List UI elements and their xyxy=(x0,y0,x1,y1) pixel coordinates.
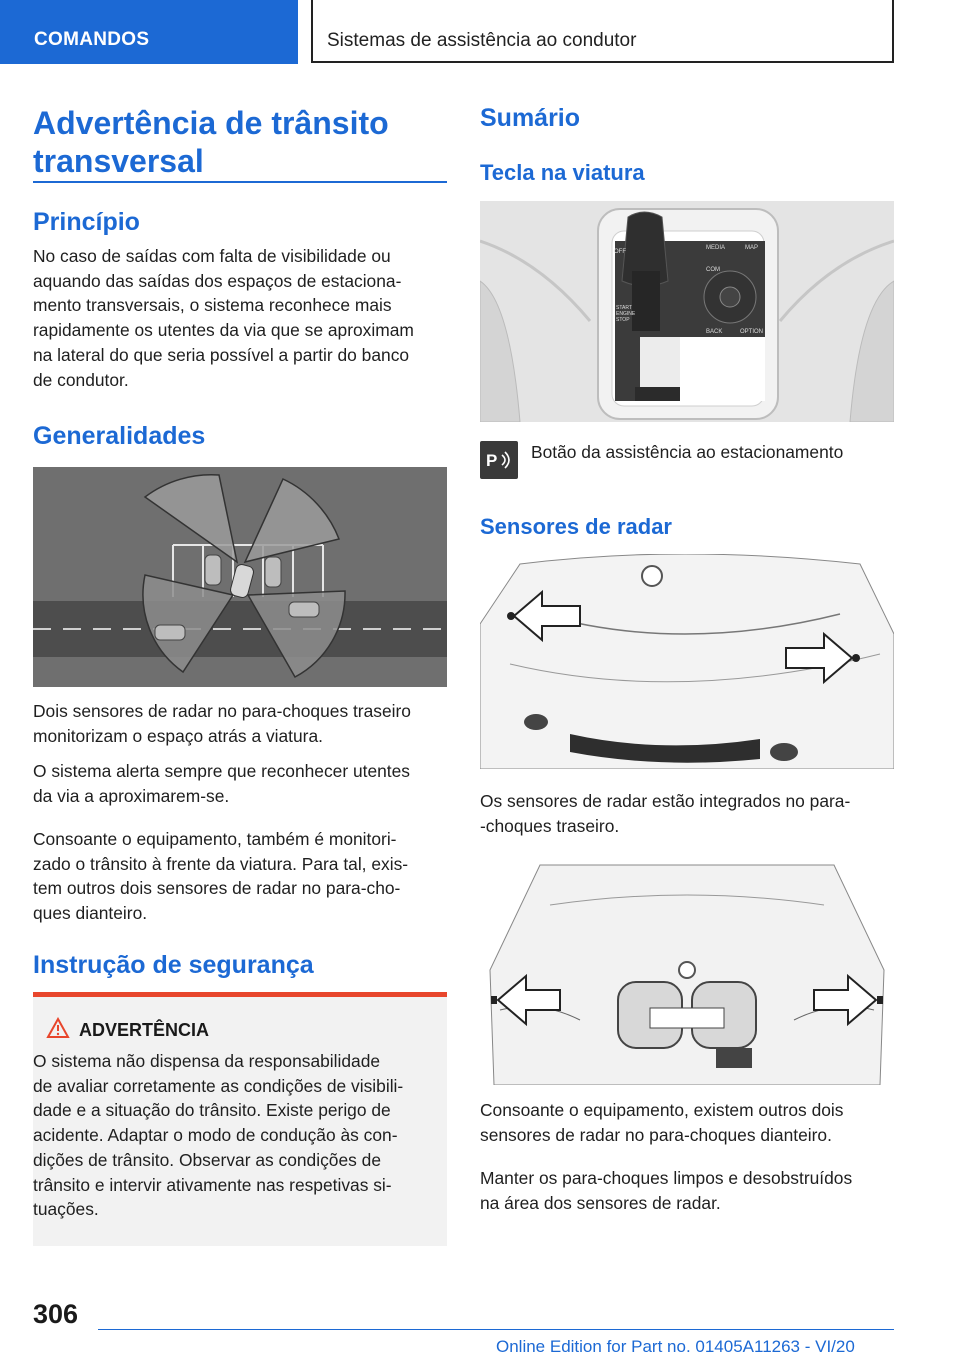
text-line: dade e a situação do trânsito. Existe perigo de xyxy=(33,1100,391,1121)
rear-bumper-illustration xyxy=(480,554,894,769)
text-line: monitorizam o espaço atrás a viatura. xyxy=(33,725,323,746)
generalidades-p3 xyxy=(33,827,453,926)
header-chapter-label: Sistemas de assistência ao condutor xyxy=(327,30,637,51)
text-line: ENGINE xyxy=(616,311,636,317)
text-line: O sistema alerta sempre que reconhecer utentes xyxy=(33,761,410,781)
console-back-label: BACK xyxy=(706,329,723,335)
generalidades-p2 xyxy=(33,759,453,808)
heading-sensores: Sensores de radar xyxy=(480,514,672,539)
warning-triangle-icon xyxy=(46,1017,70,1039)
console-map-label: MAP xyxy=(745,245,759,251)
text-line: na lateral do que seria possível a partir do banco xyxy=(33,344,410,365)
page-title-line1: Advertência de trânsito xyxy=(33,105,389,141)
text-line: aquando das saídas dos espaços de estaciona- xyxy=(33,270,402,291)
text-line: rapidamente os utentes da via que se aproximam xyxy=(33,320,414,341)
text-line: tem outros dois sensores de radar no para-cho- xyxy=(33,878,401,899)
cross-traffic-illustration xyxy=(33,467,447,687)
text-line: Os sensores de radar estão integrados no para- xyxy=(480,791,851,811)
footer-edition: Online Edition for Part no. 01405A11263 - VI/20 xyxy=(496,1337,855,1356)
console-media-label: MEDIA xyxy=(706,245,726,251)
heading-sumario: Sumário xyxy=(480,104,581,132)
principio-paragraph xyxy=(33,244,453,392)
heading-generalidades: Generalidades xyxy=(33,422,206,450)
text-line: na área dos sensores de radar. xyxy=(480,1192,721,1213)
page-title-line2: transversal xyxy=(33,143,204,179)
warning-text xyxy=(33,1049,447,1222)
warning-title: ADVERTÊNCIA xyxy=(79,1020,210,1040)
console-off-label: OFF xyxy=(614,249,626,255)
text-line: acidente. Adaptar o modo de condução às con- xyxy=(33,1125,398,1146)
text-line: sensores de radar no para-choques dianteiro. xyxy=(480,1124,832,1145)
text-line: tuações. xyxy=(33,1199,99,1220)
text-line: No caso de saídas com falta de visibilidade ou xyxy=(33,246,391,266)
cross-traffic-svg xyxy=(33,467,447,687)
console-start-stop-label xyxy=(616,305,635,323)
front-p1 xyxy=(480,1098,900,1147)
text-line: zado o trânsito à frente da viatura. Para tal, exis- xyxy=(33,853,409,874)
console-option-label: OPTION xyxy=(740,329,764,335)
console-illustration xyxy=(480,201,894,422)
header-section-label: COMANDOS xyxy=(34,29,150,50)
footer-rule xyxy=(98,1329,894,1330)
text-line: de condutor. xyxy=(33,369,129,390)
svg-text:P: P xyxy=(486,451,498,470)
warning-bar xyxy=(33,992,447,997)
text-line: O sistema não dispensa da responsabilidade xyxy=(33,1051,381,1071)
header-section-tab xyxy=(0,0,298,64)
text-line: mento transversais, o sistema reconhece mais xyxy=(33,295,392,316)
heading-tecla: Tecla na viatura xyxy=(480,160,645,185)
heading-principio: Princípio xyxy=(33,208,140,236)
text-line: Consoante o equipamento, existem outros dois xyxy=(480,1100,844,1120)
front-p2 xyxy=(480,1166,900,1215)
text-line: START xyxy=(616,305,632,311)
text-line: Consoante o equipamento, também é monitori- xyxy=(33,829,397,849)
text-line: da via a aproximarem-se. xyxy=(33,785,230,806)
text-line: STOP xyxy=(616,317,630,323)
text-line: de avaliar corretamente as condições de visibili- xyxy=(33,1075,404,1096)
generalidades-p1 xyxy=(33,699,453,748)
console-com-label: COM xyxy=(706,267,720,273)
text-line: Manter os para-choques limpos e desobstruídos xyxy=(480,1168,853,1188)
text-line: ques dianteiro. xyxy=(33,903,148,924)
header-chapter-box xyxy=(311,0,894,63)
heading-seguranca: Instrução de segurança xyxy=(33,951,314,979)
text-line: Dois sensores de radar no para-choques traseiro xyxy=(33,701,411,721)
text-line: trânsito e intervir ativamente nas respetivas si- xyxy=(33,1174,392,1195)
text-line: dições de trânsito. Observar as condições de xyxy=(33,1149,381,1170)
title-underline xyxy=(33,181,447,183)
rear-caption xyxy=(480,789,900,838)
front-bumper-illustration xyxy=(480,860,894,1085)
button-caption: Botão da assistência ao estacionamento xyxy=(531,442,844,462)
text-line: -choques traseiro. xyxy=(480,815,620,836)
page-number: 306 xyxy=(33,1299,79,1329)
parking-assist-button-icon xyxy=(480,441,518,479)
